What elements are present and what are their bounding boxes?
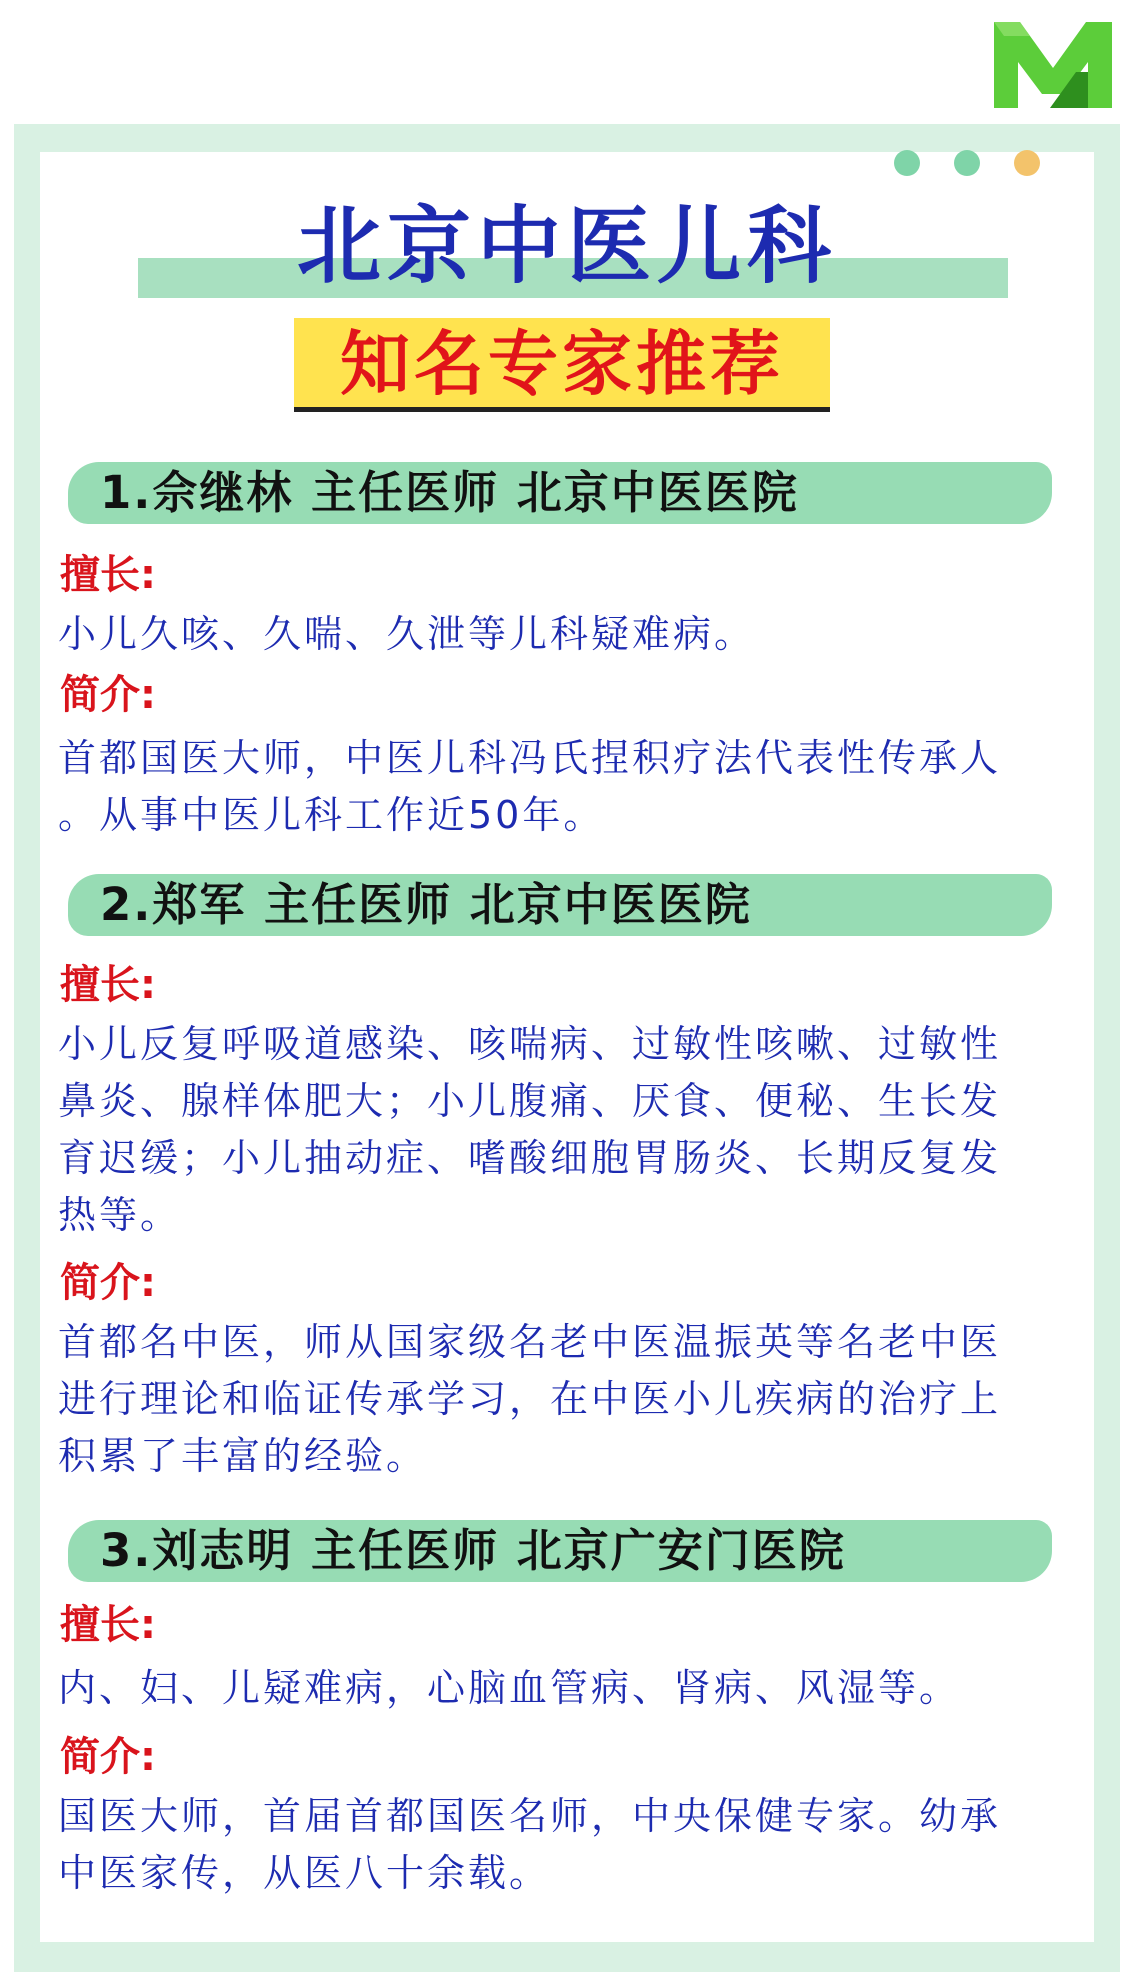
expert-3-intro-line: 国医大师，首届首都国医名师，中央保健专家。幼承	[58, 1794, 1002, 1838]
expert-2-specialty-line: 小儿反复呼吸道感染、咳喘病、过敏性咳嗽、过敏性	[58, 1022, 1002, 1066]
expert-1-intro-line: 。从事中医儿科工作近50年。	[58, 793, 605, 837]
expert-2-specialty-line: 育迟缓；小儿抽动症、嗜酸细胞胃肠炎、长期反复发	[58, 1136, 1002, 1180]
expert-2-specialty-line: 鼻炎、腺样体肥大；小儿腹痛、厌食、便秘、生长发	[58, 1079, 1002, 1123]
decoration-dot-2-icon	[954, 150, 980, 176]
expert-2-intro-label: 简介:	[60, 1260, 156, 1306]
expert-2-intro-line: 首都名中医，师从国家级名老中医温振英等名老中医	[58, 1320, 1002, 1364]
expert-3-intro-label: 简介:	[60, 1734, 156, 1780]
decoration-dot-3-icon	[1014, 150, 1040, 176]
expert-3-intro-line: 中医家传，从医八十余载。	[58, 1851, 551, 1895]
expert-2-intro-line: 进行理论和临证传承学习，在中医小儿疾病的治疗上	[58, 1377, 1002, 1421]
expert-3-specialty-line: 内、妇、儿疑难病，心脑血管病、肾病、风湿等。	[58, 1666, 961, 1710]
expert-1-specialty-line: 小儿久咳、久喘、久泄等儿科疑难病。	[58, 612, 756, 656]
m-letter-logo-icon	[990, 16, 1116, 112]
expert-1-specialty-label: 擅长:	[60, 552, 156, 598]
expert-2-specialty-line: 热等。	[58, 1193, 182, 1237]
decoration-dot-1-icon	[894, 150, 920, 176]
expert-2-heading: 2.郑军 主任医师 北京中医医院	[100, 878, 752, 931]
expert-1-intro-line: 首都国医大师，中医儿科冯氏捏积疗法代表性传承人	[58, 736, 1002, 780]
page-title: 北京中医儿科	[296, 197, 837, 295]
expert-2-specialty-label: 擅长:	[60, 962, 156, 1008]
expert-3-heading: 3.刘志明 主任医师 北京广安门医院	[100, 1524, 846, 1577]
page-subtitle: 知名专家推荐	[340, 323, 784, 405]
expert-2-intro-line: 积累了丰富的经验。	[58, 1434, 428, 1478]
expert-1-intro-label: 简介:	[60, 672, 156, 718]
expert-3-specialty-label: 擅长:	[60, 1602, 156, 1648]
expert-1-heading: 1.佘继林 主任医师 北京中医医院	[100, 466, 799, 519]
